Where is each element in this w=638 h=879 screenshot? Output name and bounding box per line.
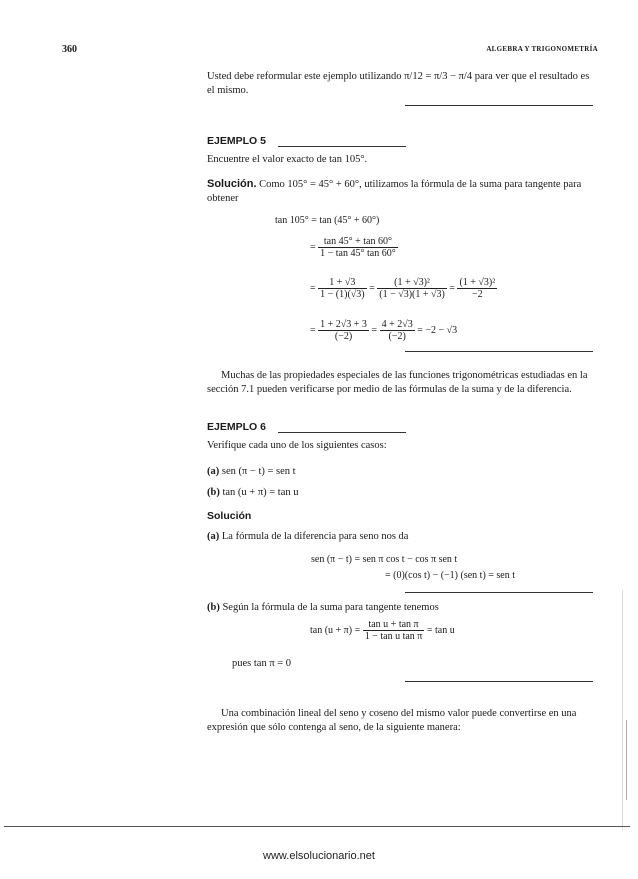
solution-text: Según la fórmula de la suma para tangente tenemos bbox=[222, 602, 439, 613]
example-5-end-rule bbox=[405, 351, 593, 352]
equals-sign: = bbox=[310, 324, 316, 336]
paragraph-text: Una combinación lineal del seno y coseno del mismo valor puede convertirse en una expresión que sólo contenga al seno, de la siguiente manera: bbox=[207, 708, 577, 733]
fraction-numerator: tan u + tan π bbox=[368, 619, 419, 630]
equation-lhs: tan (u + π) = bbox=[310, 624, 361, 636]
fraction-numerator: 1 + √3 bbox=[329, 277, 356, 288]
equation-rationalize bbox=[310, 277, 497, 300]
example-6-end-rule bbox=[405, 681, 593, 682]
paragraph-text: Muchas de las propiedades especiales de las funciones trigonométricas estudiadas en la sección 7.1 pueden verificarse por medio de las fórmulas de la suma y de la diferencia. bbox=[207, 370, 588, 395]
page-number: 360 bbox=[62, 44, 77, 55]
fraction-denominator: (1 − √3)(1 + √3) bbox=[379, 289, 445, 300]
case-b bbox=[207, 486, 299, 500]
case-text: sen (π − t) = sen t bbox=[221, 466, 296, 477]
equals-sign: = bbox=[371, 324, 378, 336]
case-label: (a) bbox=[207, 466, 220, 477]
solution-a-end-rule bbox=[405, 592, 593, 593]
example-5-statement: Encuentre el valor exacto de tan 105°. bbox=[207, 154, 368, 165]
solution-text: Como 105° = 45° + 60°, utilizamos la fórmula de la suma para tangente para obtener bbox=[207, 179, 582, 204]
equation-sen-diff: sen (π − t) = sen π cos t − cos π sen t bbox=[311, 554, 458, 565]
intro-paragraph bbox=[207, 70, 595, 98]
fraction-denominator: −2 bbox=[457, 288, 497, 300]
solution-text: La fórmula de la diferencia para seno nos da bbox=[221, 531, 409, 542]
fraction-denominator: 1 − tan u tan π bbox=[364, 631, 423, 642]
tan-pi-note: pues tan π = 0 bbox=[232, 658, 292, 669]
scan-margin-artifact bbox=[626, 720, 627, 800]
equals-sign: = bbox=[369, 282, 375, 294]
properties-paragraph bbox=[207, 369, 597, 397]
footer-url: www.elsolucionario.net bbox=[263, 850, 375, 862]
case-label: (b) bbox=[207, 487, 220, 498]
case-a bbox=[207, 465, 296, 479]
fraction-denominator: (−2) bbox=[318, 330, 369, 342]
fraction-e bbox=[380, 319, 415, 342]
example-6-solution-label: Solución bbox=[207, 510, 252, 522]
intro-text: Usted debe reformular este ejemplo utilizando π/12 = π/3 − π/4 para ver que el resultado es el mismo. bbox=[207, 71, 590, 96]
example-6-statement: Verifique cada uno de los siguientes casos: bbox=[207, 440, 387, 451]
equation-tan105: tan 105° = tan (45° + 60°) bbox=[275, 215, 380, 226]
solution-b bbox=[207, 601, 439, 615]
sum-formula-fraction bbox=[318, 236, 398, 259]
fraction-numerator: tan 45° + tan 60° bbox=[323, 236, 392, 247]
example-6-title-rule bbox=[278, 432, 406, 433]
case-text: tan (u + π) = tan u bbox=[222, 487, 299, 498]
linear-combination-paragraph bbox=[207, 707, 597, 735]
equation-result bbox=[310, 319, 457, 342]
final-result: = −2 − √3 bbox=[417, 324, 458, 336]
fraction-denominator: 1 − tan 45° tan 60° bbox=[320, 248, 396, 259]
fraction-numerator: (1 + √3)² bbox=[459, 277, 496, 288]
case-label: (b) bbox=[207, 602, 220, 613]
fraction-a bbox=[318, 277, 366, 300]
fraction-c bbox=[457, 277, 497, 300]
example-6-title: EJEMPLO 6 bbox=[207, 421, 266, 433]
solution-a bbox=[207, 530, 408, 544]
running-title: ALGEBRA Y TRIGONOMETRÍA bbox=[486, 45, 598, 53]
equation-sen-diff-result: = (0)(cos t) − (−1) (sen t) = sen t bbox=[385, 570, 516, 581]
equals-sign: = bbox=[310, 241, 316, 253]
equation-tan-sum bbox=[310, 619, 455, 642]
case-label: (a) bbox=[207, 531, 220, 542]
scan-bottom-edge bbox=[4, 826, 630, 827]
fraction-denominator: 1 − (1)(√3) bbox=[320, 289, 365, 300]
equals-sign: = bbox=[310, 282, 316, 294]
tan-sum-fraction bbox=[363, 619, 425, 642]
fraction-denominator: (−2) bbox=[380, 330, 415, 342]
intro-end-rule bbox=[405, 105, 593, 106]
equation-sum-formula bbox=[310, 236, 398, 259]
example-5-title-rule bbox=[278, 146, 406, 147]
solution-label: Solución. bbox=[207, 178, 257, 190]
fraction-numerator: (1 + √3)² bbox=[394, 277, 430, 288]
fraction-d bbox=[318, 319, 369, 342]
fraction-b bbox=[377, 277, 447, 300]
example-5-title: EJEMPLO 5 bbox=[207, 135, 266, 147]
equals-sign: = bbox=[449, 282, 455, 294]
fraction-numerator: 1 + 2√3 + 3 bbox=[320, 319, 367, 330]
scan-margin-artifact bbox=[622, 590, 623, 830]
fraction-numerator: 4 + 2√3 bbox=[381, 319, 413, 330]
equation-rhs: = tan u bbox=[426, 624, 455, 636]
example-5-solution bbox=[207, 177, 597, 206]
